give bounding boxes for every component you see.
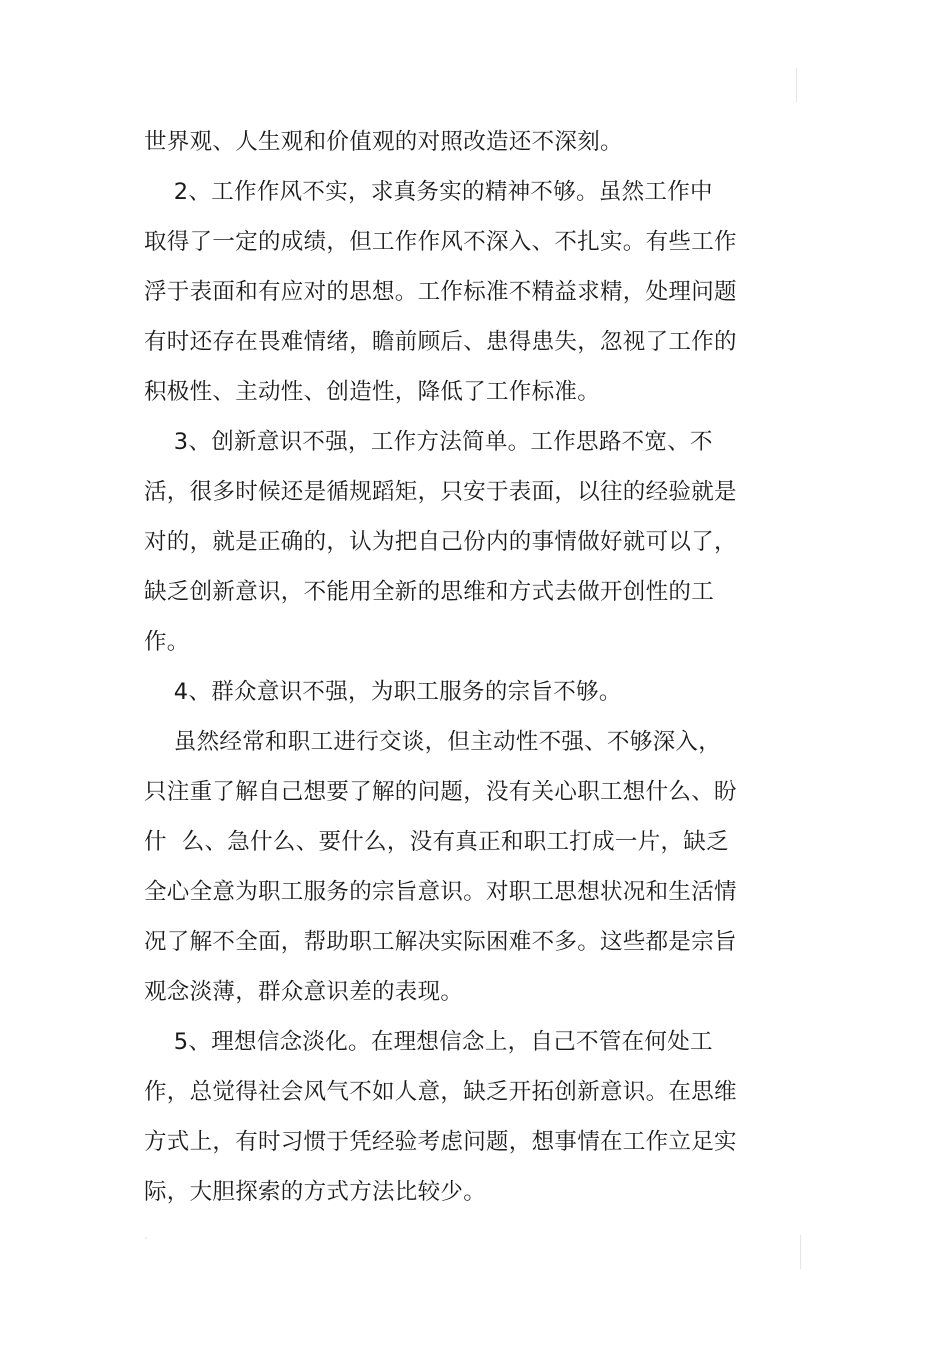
- text-line: 浮于表面和有应对的思想。工作标准不精益求精，处理问题: [144, 279, 737, 305]
- text-line: 4、群众意识不强，为职工服务的宗旨不够。: [144, 679, 622, 705]
- text-line: 虽然经常和职工进行交谈，但主动性不强、不够深入，: [144, 729, 722, 755]
- text-line: 全心全意为职工服务的宗旨意识。对职工思想状况和生活情: [144, 879, 737, 905]
- text-line: 方式上，有时习惯于凭经验考虑问题，想事情在工作立足实: [144, 1129, 737, 1155]
- page-edge-mark-top: [796, 68, 797, 102]
- text-line: 2、工作作风不实，求真务实的精神不够。虽然工作中: [144, 179, 713, 205]
- text-line: 际，大胆探索的方式方法比较少。: [144, 1179, 487, 1205]
- text-line: 什 么、急什么、要什么，没有真正和职工打成一片，缺乏: [144, 829, 729, 855]
- text-line: 世界观、人生观和价值观的对照改造还不深刻。: [144, 129, 623, 155]
- text-line: 对的，就是正确的，认为把自己份内的事情做好就可以了，: [144, 529, 737, 555]
- text-line: 取得了一定的成绩，但工作作风不深入、不扎实。有些工作: [144, 229, 737, 255]
- text-line: 缺乏创新意识，不能用全新的思维和方式去做开创性的工: [144, 579, 715, 605]
- text-line: 积极性、主动性、创造性，降低了工作标准。: [144, 379, 601, 405]
- text-line: 观念淡薄，群众意识差的表现。: [144, 979, 464, 1005]
- text-line: 3、创新意识不强，工作方法简单。工作思路不宽、不: [144, 429, 713, 455]
- text-line: 作，总觉得社会风气不如人意，缺乏开拓创新意识。在思维: [144, 1079, 737, 1105]
- text-line: 作。: [144, 629, 190, 655]
- text-line: 只注重了解自己想要了解的问题，没有关心职工想什么、盼: [144, 779, 737, 805]
- text-line: 况了解不全面，帮助职工解决实际困难不多。这些都是宗旨: [144, 929, 737, 955]
- page-speck: [145, 1237, 147, 1239]
- text-line: 有时还存在畏难情绪，瞻前顾后、患得患失，忽视了工作的: [144, 329, 737, 355]
- text-line: 5、理想信念淡化。在理想信念上，自己不管在何处工: [144, 1029, 713, 1055]
- page-edge-mark-bottom: [800, 1235, 801, 1269]
- text-line: 活，很多时候还是循规蹈矩，只安于表面，以往的经验就是: [144, 479, 737, 505]
